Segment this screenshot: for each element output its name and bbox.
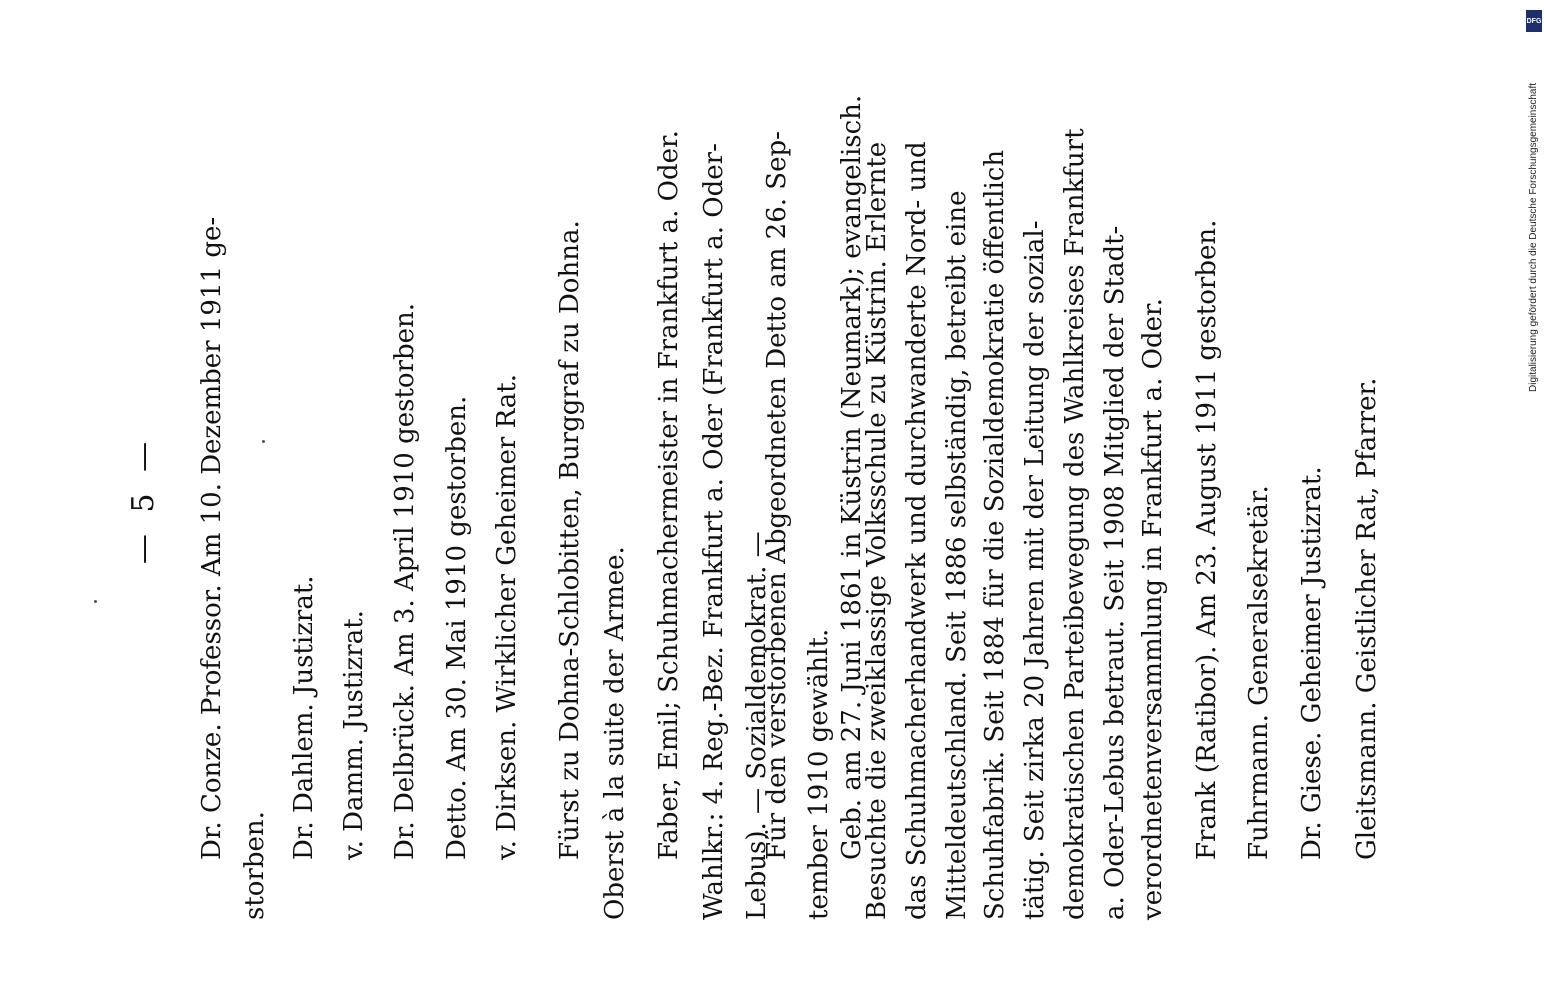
text-line: Wahlkr.: 4. Reg.-Bez. Frankfurt a. Oder (Frankfurt a. Oder- bbox=[699, 143, 729, 920]
text-line: verordnetenversammlung in Frankfurt a. Oder. bbox=[1138, 298, 1168, 920]
text-line: Dr. Conze. Professor. Am 10. Dezember 1911 ge- bbox=[197, 216, 227, 860]
text-line: v. Dirksen. Wirklicher Geheimer Rat. bbox=[492, 374, 522, 860]
text-line: Für den verstorbenen Abgeordneten Detto am 26. Sep- bbox=[762, 131, 792, 860]
text-line: Dr. Giese. Geheimer Justizrat. bbox=[1297, 466, 1327, 860]
scan-speck bbox=[262, 440, 265, 443]
text-line: Frank (Ratibor). Am 23. August 1911 gestorben. bbox=[1192, 219, 1222, 860]
text-line: Gleitsmann. Geistlicher Rat, Pfarrer. bbox=[1352, 377, 1382, 860]
text-line: Mitteldeutschland. Seit 1886 selbständig, betreibt eine bbox=[942, 190, 972, 920]
text-line: tember 1910 gewählt. bbox=[804, 628, 834, 920]
text-line: Geb. am 27. Juni 1861 in Küstrin (Neumark); evangelisch. bbox=[837, 94, 867, 860]
digitization-credit bbox=[1514, 10, 1544, 1000]
text-line: Fürst zu Dohna-Schlobitten, Burggraf zu Dohna. bbox=[555, 220, 585, 860]
dfg-logo bbox=[1526, 10, 1542, 32]
digitization-credit-text: Digitalisierung gefördert durch die Deutsche Forschungsgemeinschaft bbox=[1528, 82, 1539, 392]
text-line: Lebus). — Sozialdemokrat. — bbox=[742, 531, 772, 920]
dfg-logo-text: DFG bbox=[1526, 17, 1542, 25]
page-number: — 5 — bbox=[126, 435, 161, 565]
text-line: Dr. Dahlem. Justizrat. bbox=[289, 575, 319, 860]
text-line: a. Oder-Lebus betraut. Seit 1908 Mitglied der Stadt- bbox=[1100, 225, 1130, 920]
text-line: das Schuhmacherhandwerk und durchwanderte Nord- und bbox=[902, 141, 932, 920]
text-line: v. Damm. Justizrat. bbox=[339, 610, 369, 860]
text-line: Faber, Emil; Schuhmachermeister in Frankfurt a. Oder. bbox=[654, 130, 684, 860]
text-line: tätig. Seit zirka 20 Jahren mit der Leitung der sozial- bbox=[1020, 220, 1050, 920]
scan-speck bbox=[94, 600, 97, 603]
text-line: Besuchte die zweiklassige Volksschule zu Küstrin. Erlernte bbox=[862, 141, 892, 920]
text-line: Dr. Delbrück. Am 3. April 1910 gestorben. bbox=[390, 302, 420, 860]
text-line: Schuhfabrik. Seit 1884 für die Sozialdemokratie öffentlich bbox=[980, 149, 1010, 920]
text-line: Oberst à la suite der Armee. bbox=[600, 546, 630, 920]
text-line: Detto. Am 30. Mai 1910 gestorben. bbox=[442, 395, 472, 860]
text-line: Fuhrmann. Generalsekretär. bbox=[1244, 485, 1274, 860]
text-line: storben. bbox=[240, 811, 270, 920]
text-line: demokratischen Parteibewegung des Wahlkreises Frankfurt bbox=[1060, 128, 1090, 920]
